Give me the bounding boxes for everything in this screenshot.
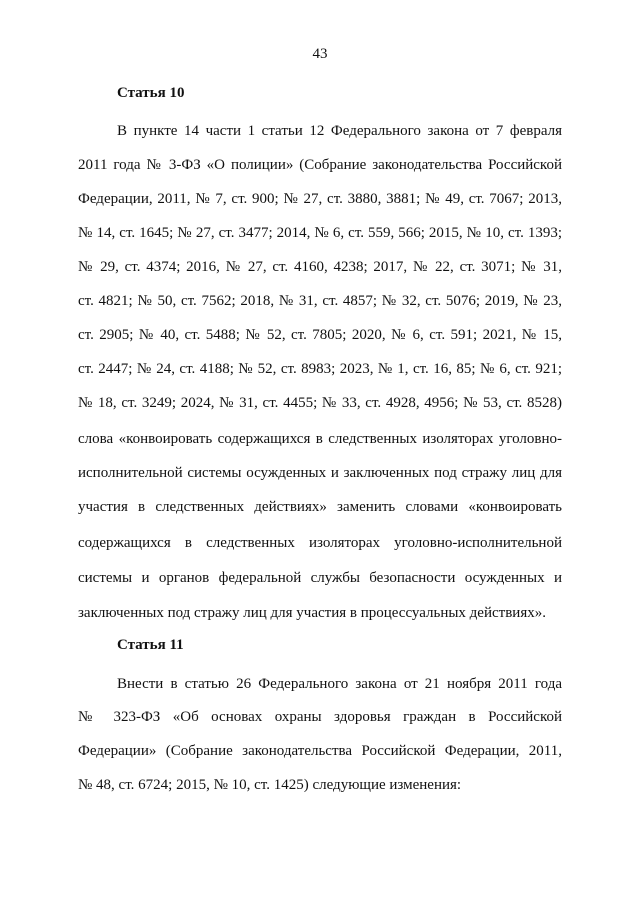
text-line: содержащихся в следственных изоляторах уголовно-исполнительной — [78, 535, 562, 551]
text-line: Внести в статью 26 Федерального закона от 21 ноября 2011 года — [117, 676, 562, 692]
article-10-heading: Статья 10 — [117, 85, 185, 101]
page-number: 43 — [312, 46, 328, 62]
text-line: заключенных под стражу лиц для участия в процессуальных действиях». — [78, 605, 546, 621]
text-line: В пункте 14 части 1 статьи 12 Федерального закона от 7 февраля — [117, 123, 562, 139]
text-line: № 18, ст. 3249; 2024, № 31, ст. 4455; № 33, ст. 4928, 4956; № 53, ст. 8528) — [78, 395, 562, 411]
text-line: слова «конвоировать содержащихся в следственных изоляторах уголовно- — [78, 431, 562, 447]
text-line: ст. 4821; № 50, ст. 7562; 2018, № 31, ст. 4857; № 32, ст. 5076; 2019, № 23, — [78, 293, 562, 309]
text-line: № 29, ст. 4374; 2016, № 27, ст. 4160, 4238; 2017, № 22, ст. 3071; № 31, — [78, 259, 562, 275]
text-line: № 323-ФЗ «Об основах охраны здоровья граждан в Российской — [78, 709, 562, 725]
text-line: ст. 2905; № 40, ст. 5488; № 52, ст. 7805; 2020, № 6, ст. 591; 2021, № 15, — [78, 327, 562, 343]
text-line: 2011 года № 3-ФЗ «О полиции» (Собрание законодательства Российской — [78, 157, 562, 173]
text-line: участия в следственных действиях» заменить словами «конвоировать — [78, 499, 562, 515]
article-11-heading: Статья 11 — [117, 637, 184, 653]
text-line: исполнительной системы осужденных и заключенных под стражу лиц для — [78, 465, 562, 481]
text-line: системы и органов федеральной службы безопасности осужденных и — [78, 570, 562, 586]
text-line: Федерации, 2011, № 7, ст. 900; № 27, ст. 3880, 3881; № 49, ст. 7067; 2013, — [78, 191, 562, 207]
text-line: № 48, ст. 6724; 2015, № 10, ст. 1425) следующие изменения: — [78, 777, 462, 793]
text-line: ст. 2447; № 24, ст. 4188; № 52, ст. 8983; 2023, № 1, ст. 16, 85; № 6, ст. 921; — [78, 361, 562, 377]
text-line: Федерации» (Собрание законодательства Российской Федерации, 2011, — [78, 743, 562, 759]
text-line: № 14, ст. 1645; № 27, ст. 3477; 2014, № 6, ст. 559, 566; 2015, № 10, ст. 1393; — [78, 225, 562, 241]
